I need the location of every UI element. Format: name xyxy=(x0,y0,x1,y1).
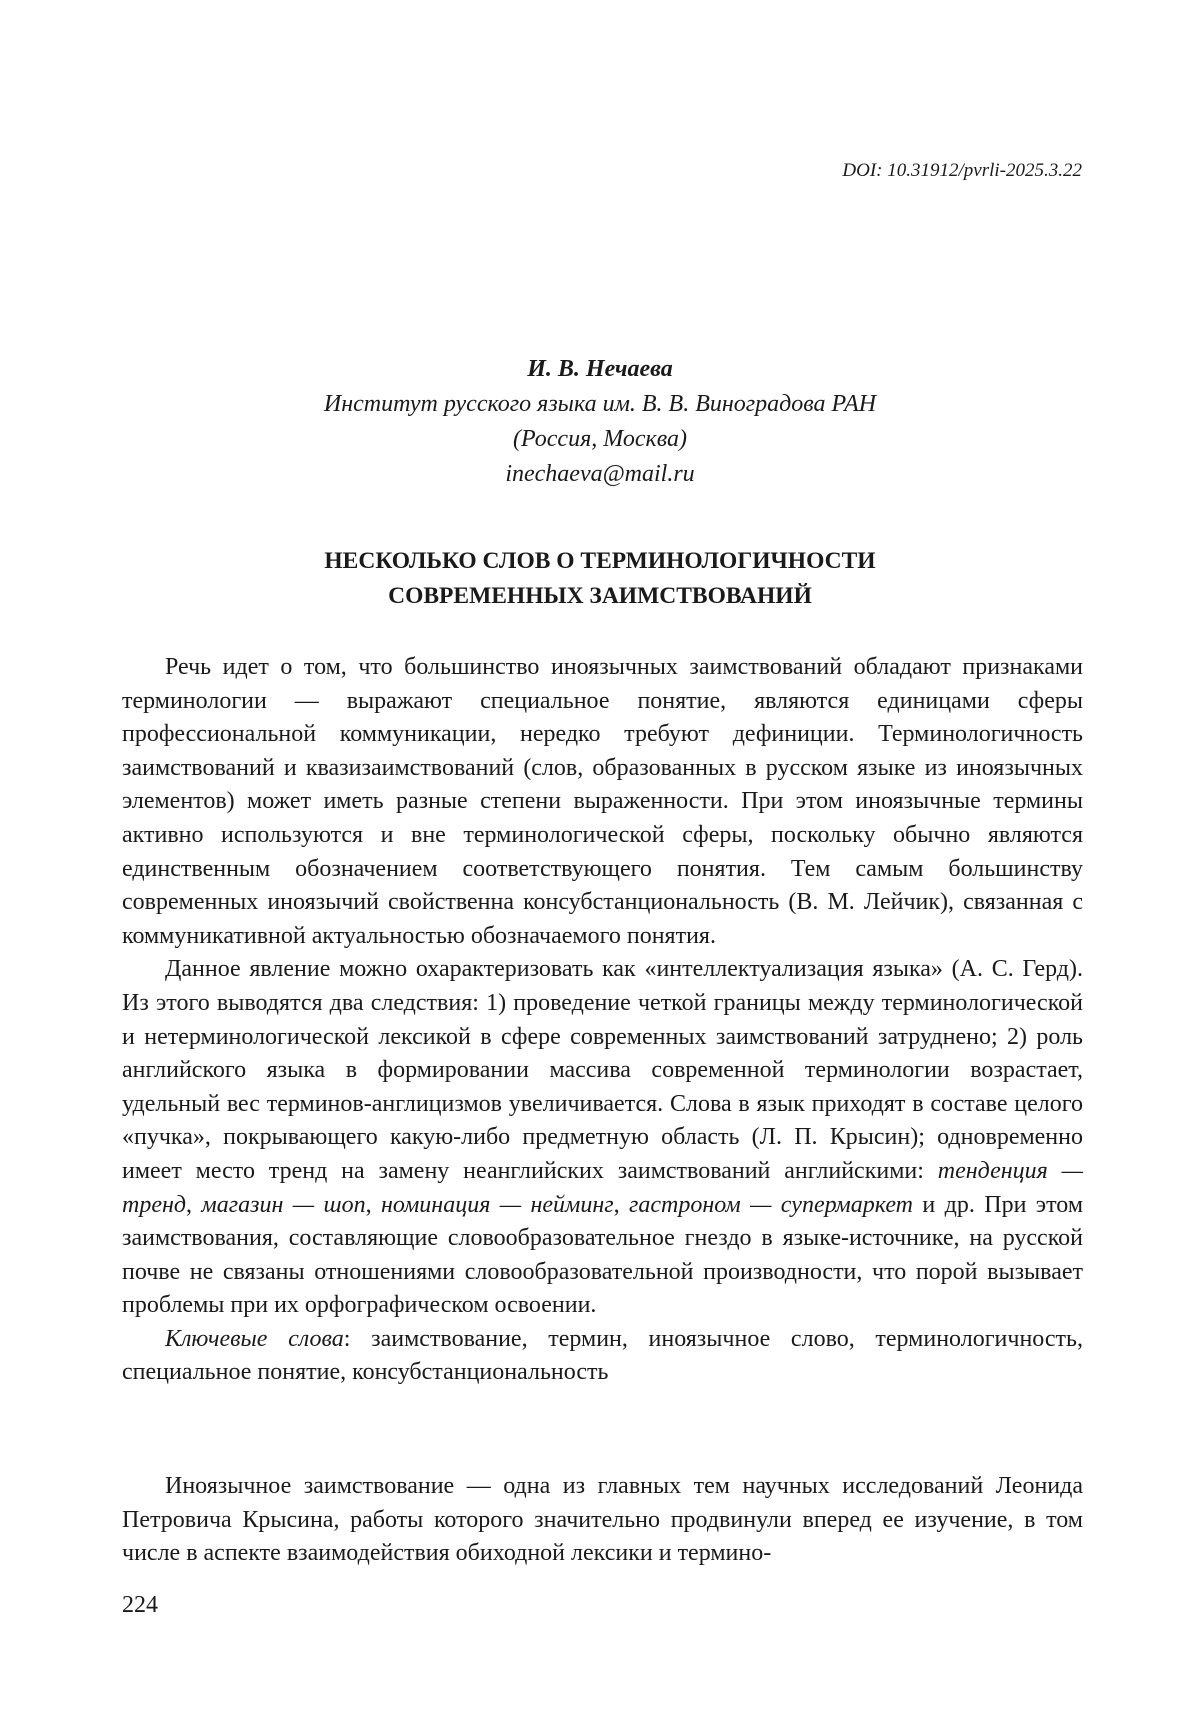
example-separator: , xyxy=(613,1191,630,1218)
example-separator: , xyxy=(186,1191,202,1218)
author-name: И. В. Нечаева xyxy=(527,356,673,382)
example-1: тенденция — тренд xyxy=(122,1157,1083,1218)
doi: DOI: 10.31912/pvrli-2025.3.22 xyxy=(842,160,1082,181)
page-number: 224 xyxy=(122,1592,158,1618)
abstract xyxy=(122,651,1083,1390)
example-3: номинация — нейминг xyxy=(381,1191,614,1218)
keywords-label: Ключевые слова xyxy=(165,1325,344,1352)
author-email[interactable]: inechaeva@mail.ru xyxy=(505,461,695,487)
keywords xyxy=(122,1323,1083,1390)
keywords-text: : заимствование, термин, иноязычное слово, терминологичность, специальное понятие, консубстанциональность xyxy=(122,1325,1083,1386)
abstract-p2-end: и др. При этом заимствования, составляющие словообразовательное гнездо в языке-источнике, на русской почве не связаны отношениями словообразовательной производности, что порой вызывает проблемы при их орфографическом освоении. xyxy=(122,1191,1084,1319)
author-block xyxy=(0,352,1200,492)
example-separator: , xyxy=(365,1191,381,1218)
abstract-p2-start: Данное явление можно охарактеризовать как «интеллектуализация языка» (А. С. Герд). Из этого выводятся два следствия: 1) проведение четкой границы между терминологической и нетерминологической лексикой в сфере современных заимствований затруднено; 2) роль английского языка в формировании массива современной терминологии возрастает, удельный вес терминов-англицизмов увеличивается. Слова в язык приходят в составе целого «пучка», покрывающего какую-либо предметную область (Л. П. Крысин); одновременно имеет место тренд на замену неанглийских заимствований английскими: xyxy=(122,956,1083,1184)
abstract-paragraph-2 xyxy=(122,953,1083,1323)
body-paragraph-1: Иноязычное заимствование — одна из главных тем научных исследований Леонида Петровича Крысина, работы которого значительно продвинули вперед ее изучение, в том числе в аспекте взаимодействия обиходной лексики и термино- xyxy=(122,1473,1083,1567)
example-4: гастроном — супермаркет xyxy=(629,1191,914,1218)
example-2: магазин — шоп xyxy=(201,1191,366,1218)
body-text xyxy=(122,1470,1083,1571)
author-affiliation: Институт русского языка им. В. В. Виноградова РАН xyxy=(323,391,877,417)
article-title xyxy=(0,544,1200,614)
abstract-paragraph-1: Речь идет о том, что большинство иноязычных заимствований обладают признаками терминологии — выражают специальное понятие, являются единицами сферы профессиональной коммуникации, нередко требуют дефиниции. Терминологичность заимствований и квазизаимствований (слов, образованных в русском языке из иноязычных элементов) может иметь разные степени выраженности. При этом иноязычные термины активно используются и вне терминологической сферы, поскольку обычно являются единственным обозначением соответствующего понятия. Тем самым большинству современных иноязычий свойственна консубстанциональность (В. М. Лейчик), связанная с коммуникативной актуальностью обозначаемого понятия. xyxy=(122,654,1083,949)
title-line-1: НЕСКОЛЬКО СЛОВ О ТЕРМИНОЛОГИЧНОСТИ xyxy=(324,548,876,574)
title-line-2: СОВРЕМЕННЫХ ЗАИМСТВОВАНИЙ xyxy=(388,583,812,609)
author-location: (Россия, Москва) xyxy=(512,426,688,452)
